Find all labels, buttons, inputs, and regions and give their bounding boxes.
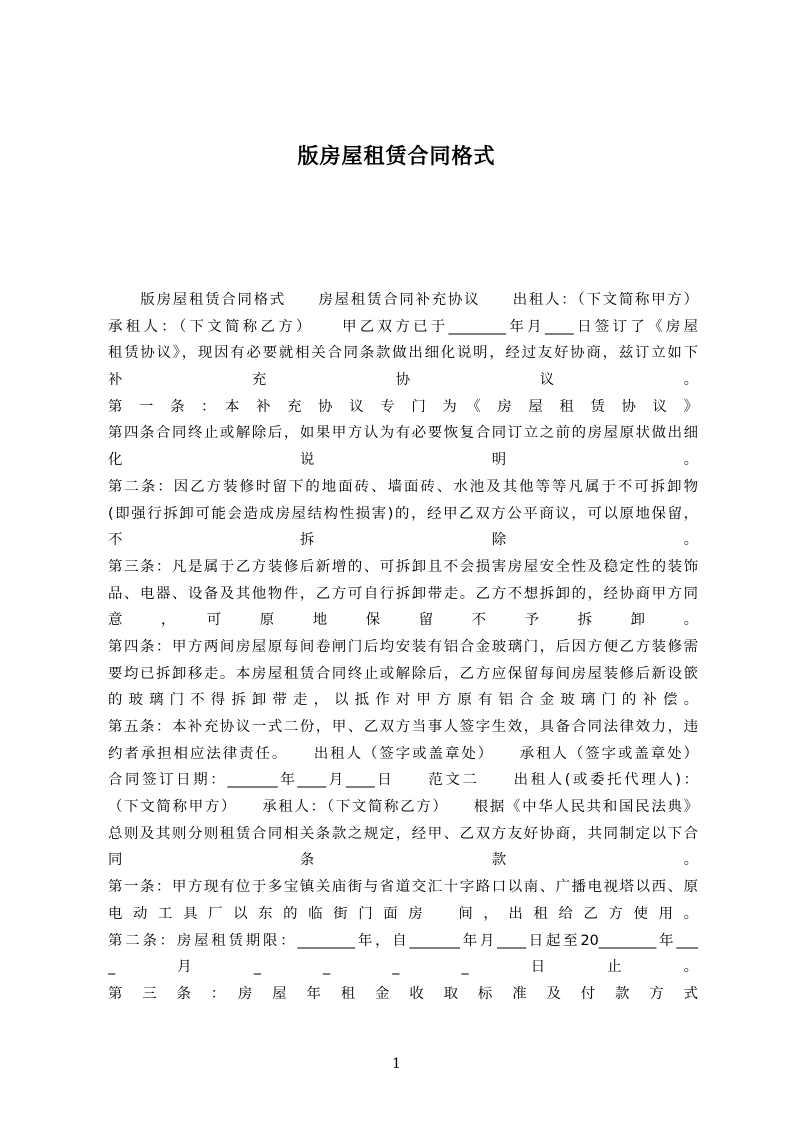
text-line-9: (即强行拆卸可能会造成房屋结构性损害)的，经甲乙双方公平商议，可以原地保留， [108,505,698,522]
text-line-12: 品、电器、设备及其他物件，乙方可自行拆卸带走。乙方不想拆卸的，经协商甲方同 [108,585,698,602]
text-line-1: 版房屋租赁合同格式 房屋租赁合同补充协议 出租人：（下文简称甲方） [108,292,698,308]
text-line-25: 第二条：房屋租赁期限：________年，自_______年月____日起至20________年___ [108,932,698,949]
text-line-6: 第四条合同终止或解除后，如果甲方认为有必要恢复合同订立之前的房屋原状做出细 [108,425,698,442]
document-body [108,287,698,1008]
text-line-14: 第四条：甲方两间房屋原每间卷闸门后均安装有铝合金玻璃门，后因方便乙方装修需 [108,638,698,655]
text-line-8: 第二条：因乙方装修时留下的地面砖、墙面砖、水池及其他等等凡属于不可拆卸物 [108,478,698,495]
text-line-11: 第三条：凡是属于乙方装修后新增的、可拆卸且不会损害房屋安全性及稳定性的装饰 [108,558,698,575]
text-line-16: 的玻璃门不得拆卸带走，以抵作对甲方原有铝合金玻璃门的补偿。 [108,692,698,709]
text-line-26: _ 月 _ _ _ _ 日 止 。 [108,959,698,976]
text-line-19: 合同签订日期：_______年____月____日 范文二 出租人(或委托代理人)： [108,772,698,789]
text-line-17: 第五条：本补充协议一式二份，甲、乙双方当事人签字生效，具备合同法律效力，违 [108,719,698,735]
text-line-3: 租赁协议》，现因有必要就相关合同条款做出细化说明，经过友好协商，兹订立如下 [108,345,698,362]
text-line-7: 化 说 明 。 [108,452,698,469]
text-line-15: 要均已拆卸移走。本房屋租赁合同终止或解除后，乙方应保留每间房屋装修后新设篏 [108,665,698,682]
text-line-27: 第 三 条 ： 房 屋 年 租 金 收 取 标 准 及 付 款 方 式 [108,985,698,1002]
text-line-21: 总则及其则分则租赁合同相关条款之规定，经甲、乙双方友好协商，共同制定以下合 [108,825,698,842]
text-line-20: （下文简称甲方） 承租人：（下文简称乙方） 根据《中华人民共和国民法典》 [108,799,698,816]
document-title: 版房屋租赁合同格式 [297,144,496,168]
text-line-5: 第 一 条 ： 本 补 充 协 议 专 门 为 《 房 屋 租 赁 协 议 》 [108,398,698,415]
text-line-24: 电动工具厂以东的临街门面房 间，出租给乙方使用。 [108,905,698,922]
text-line-13: 意 ， 可 原 地 保 留 不 予 拆 卸 。 [108,612,698,629]
text-line-10: 不 拆 除 。 [108,532,698,549]
page-number: 1 [392,1056,401,1072]
text-line-23: 第一条：甲方现有位于多宝镇关庙街与省道交汇十字路口以南、广播电视塔以西、原 [108,879,698,896]
text-line-18: 约者承担相应法律责任。 出租人（签字或盖章处） 承租人（签字或盖章处） [108,745,698,762]
text-line-22: 同 条 款 。 [108,852,698,869]
text-line-4: 补 充 协 议 。 [108,372,698,389]
text-line-2: 承租人：（下文简称乙方） 甲乙双方已于________年月____日签订了《房屋 [108,318,698,335]
